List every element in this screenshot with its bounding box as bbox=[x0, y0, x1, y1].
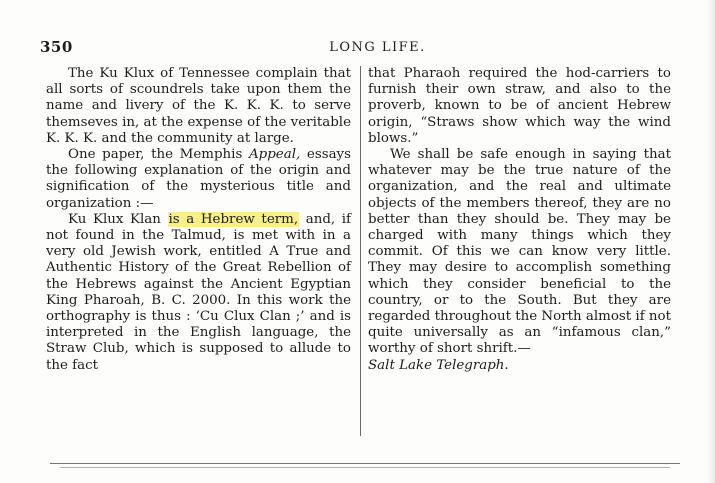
left-column bbox=[46, 66, 351, 374]
hebrew-term-text-before: Ku Klux Klan bbox=[68, 211, 168, 227]
hebrew-term-text-after: and, if not found in the Talmud, is met with in a very old Jewish work, entitled A True and Authentic History of the Great Rebellion of the Hebrews against the Ancient Egyptian King Pharoah, B. C. 2000. In this work the orthography is thus : ‘Cu Clux Clan ;’ and is interpreted in the English language, the Straw Club, which is supposed to allude to the fact bbox=[46, 211, 351, 373]
bottom-rule bbox=[50, 463, 680, 464]
paragraph-memphis-appeal bbox=[46, 147, 351, 212]
paragraph-safe-enough: We shall be safe enough in saying that whatever may be the true nature of the organization, and the real and ultimate objects of the members thereof, they are no better than they should be. They may be charged with many things which they commit. Of this we can know very little. They may desire to accomplish something which they consider beneficial to the country, or to the South. But they are regarded throughout the North almost if not quite universally as an “infamous clan,” worthy of short shrift.— bbox=[368, 147, 671, 357]
page-number: 350 bbox=[40, 38, 73, 56]
source-attribution bbox=[368, 358, 671, 374]
right-column bbox=[368, 66, 671, 374]
appeal-italic: Appeal, bbox=[248, 147, 301, 163]
source-italic: Salt Lake Telegraph. bbox=[368, 357, 509, 373]
column-divider bbox=[360, 66, 361, 436]
paragraph-hebrew-term bbox=[46, 212, 351, 374]
memphis-appeal-text-end: essays the following explanation of the origin and signification of the mysterious title and organization :— bbox=[46, 147, 351, 211]
running-head-text: LONG LIFE. bbox=[329, 40, 426, 55]
highlighted-phrase[interactable]: is a Hebrew term, bbox=[168, 211, 299, 227]
running-head bbox=[0, 40, 715, 55]
paragraph-ku-klux-tennessee: The Ku Klux of Tennessee complain that all sorts of scoundrels take upon them the name and livery of the K. K. K. to serve themseves in, at the expense of the veritable K. K. K. and the community at large. bbox=[46, 66, 351, 146]
bottom-rule-secondary bbox=[60, 467, 670, 468]
page-edge-shadow bbox=[707, 0, 715, 483]
memphis-appeal-text-start: One paper, the Memphis bbox=[68, 147, 249, 163]
paragraph-pharaoh-straw: that Pharaoh required the hod-carriers to furnish their own straw, and also to the proverb, known to be of ancient Hebrew origin, “Straws show which way the wind blows.” bbox=[368, 66, 671, 146]
